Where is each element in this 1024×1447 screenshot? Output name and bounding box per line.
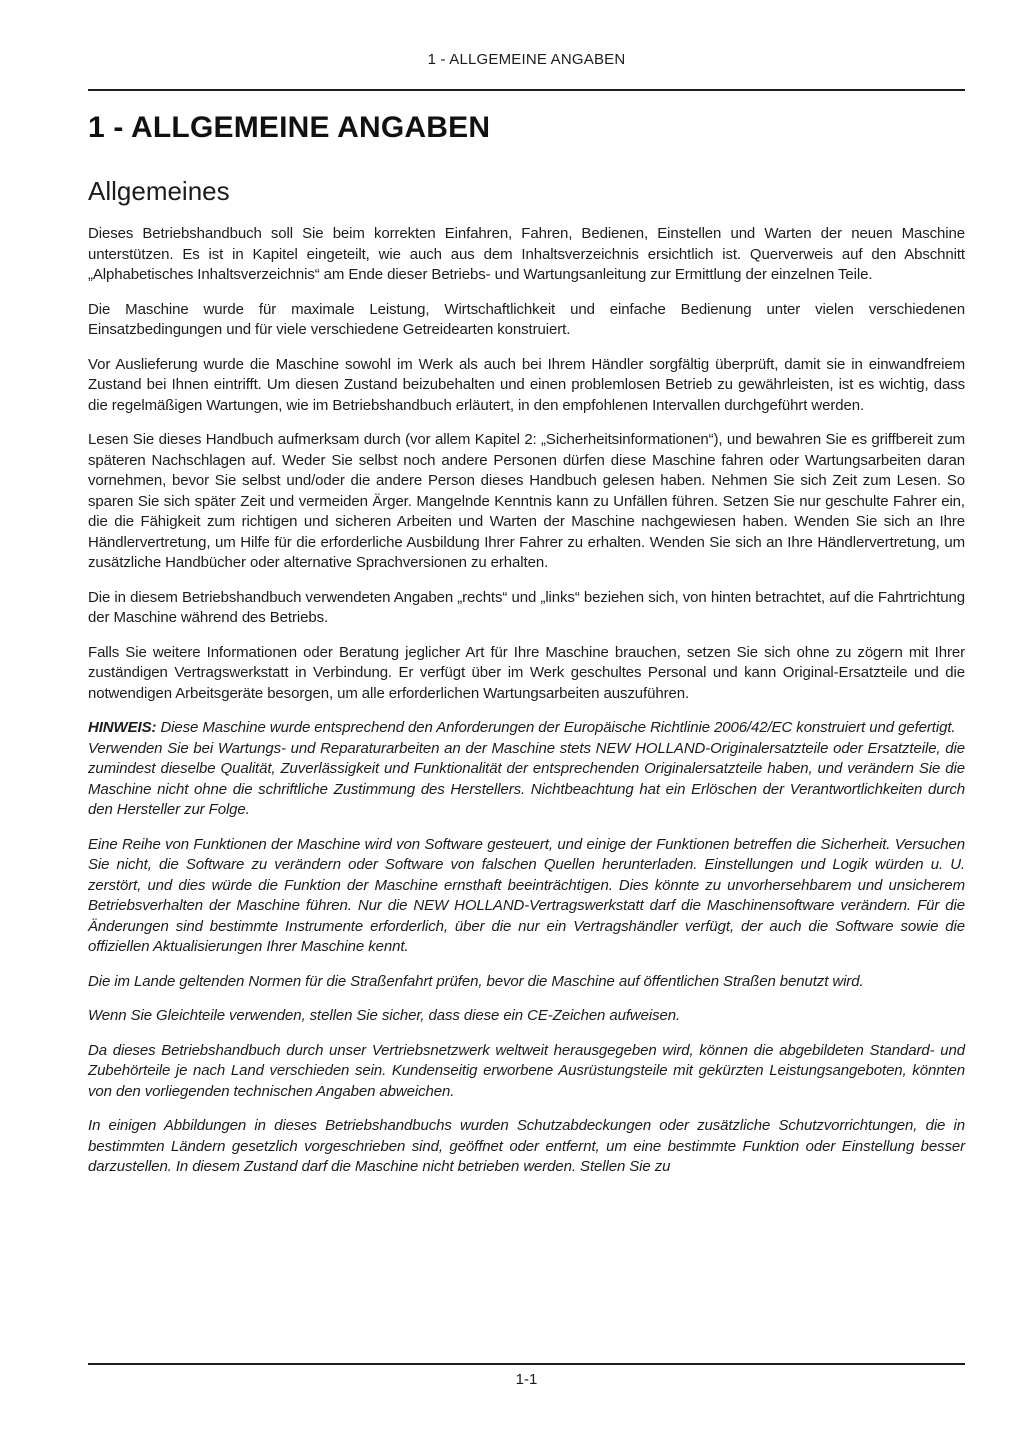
paragraph-left-right: Die in diesem Betriebshandbuch verwendeten Angaben „rechts“ und „links“ beziehen sich, von hinten betrachtet, auf die Fahrtrichtung der Maschine während des Betriebs. <box>88 588 965 626</box>
paragraph-pre-delivery: Vor Auslieferung wurde die Maschine sowohl im Werk als auch bei Ihrem Händler sorgfältig überprüft, damit sie in einwandfreiem Zustand bei Ihnen eintrifft. Um diesen Zustand beizubehalten und einen problemlosen Betrieb zu gewährleisten, ist es wichtig, dass die regelmäßigen Wartungen, wie im Betriebshandbuch erläutert, in den empfohlenen Intervallen durchgeführt werden. <box>88 355 965 414</box>
body-text <box>88 224 965 1178</box>
note-text: Diese Maschine wurde entsprechend den Anforderungen der Europäische Richtlinie 2006/42/EC konstruiert und gefertigt. <box>160 719 956 736</box>
header-rule <box>88 89 965 91</box>
section-heading: Allgemeines <box>88 176 230 206</box>
paragraph-dealer-contact: Falls Sie weitere Informationen oder Beratung jeglicher Art für Ihre Maschine brauchen, setzen Sie sich ohne zu zögern mit Ihrer zuständigen Vertragswerkstatt in Verbindung. Er verfügt über im Werk geschultes Personal und kann Original-Ersatzteile und die notwendigen Arbeitsgeräte besorgen, um alle erforderlichen Wartungsarbeiten auszuführen. <box>88 643 965 702</box>
paragraph-intro: Dieses Betriebshandbuch soll Sie beim korrekten Einfahren, Fahren, Bedienen, Einstellen und Warten der neuen Maschine unterstützen. Es ist in Kapitel eingeteilt, wie auch aus dem Inhaltsverzeichnis ersichtlich ist. Querverweis auf den Abschnitt „Alphabetisches Inhaltsverzeichnis“ am Ende dieser Betriebs- und Wartungsanleitung zur Ermittlung der einzelnen Teile. <box>88 225 965 283</box>
page-content <box>88 0 965 1192</box>
paragraph-machine-design: Die Maschine wurde für maximale Leistung, Wirtschaftlichkeit und einfache Bedienung unter vielen verschiedenen Einsatzbedingungen und für viele verschiedene Getreidearten konstruiert. <box>88 300 965 338</box>
paragraph-read-manual: Lesen Sie dieses Handbuch aufmerksam durch (vor allem Kapitel 2: „Sicherheitsinformationen“), und bewahren Sie es griffbereit zum späteren Nachschlagen auf. Weder Sie selbst noch andere Personen dürfen diese Maschine fahren oder Wartungsarbeiten daran vornehmen, bevor Sie selbst und/oder die andere Person dieses Handbuch gelesen haben. Nehmen Sie sich Zeit zum Lesen. So sparen Sie sich später Zeit und vermeiden Ärger. Mangelnde Kenntnis kann zu Unfällen führen. Setzen Sie nur geschulte Fahrer ein, die die Fähigkeit zum richtigen und sicheren Arbeiten und Warten der Maschine nachgewiesen haben. Wenden Sie sich an Ihre Händlervertretung, um Hilfe für die erforderliche Ausbildung Ihrer Fahrer zu erhalten. Wenden Sie sich an Ihre Händlervertretung, um zusätzliche Handbücher oder alternative Sprachversionen zu erhalten. <box>88 431 965 571</box>
page-number: 1-1 <box>515 1371 538 1388</box>
paragraph-worldwide-distribution: Da dieses Betriebshandbuch durch unser Vertriebsnetzwerk weltweit herausgegeben wird, können die abgebildeten Standard- und Zubehörteile je nach Land verschieden sein. Kundenseitig erworbene Ausrüstungsteile mit gekürzten Leistungsangeboten, könnten von den vorliegenden technischen Angaben abweichen. <box>88 1041 965 1100</box>
paragraph-illustrations-guards: In einigen Abbildungen in dieses Betriebshandbuchs wurden Schutzabdeckungen oder zusätzliche Schutzvorrichtungen, die in bestimmten Ländern gesetzlich vorgeschrieben sind, geöffnet oder entfernt, um eine bestimmte Funktion oder Einstellung besser darzustellen. In diesem Zustand darf die Maschine nicht betrieben werden. Stellen Sie zu <box>88 1117 965 1175</box>
chapter-title: 1 - ALLGEMEINE ANGABEN <box>88 111 491 144</box>
note-paragraph <box>88 718 965 821</box>
paragraph-software: Eine Reihe von Funktionen der Maschine wird von Software gesteuert, und einige der Funktionen betreffen die Sicherheit. Versuchen Sie nicht, die Software zu verändern oder Software von falschen Quellen herunterladen. Einstellungen und Logik würden u. U. zerstört, und dies würde die Funktion der Maschine ernsthaft beeinträchtigen. Dies könnte zu unvorhersehbarem und unsicherem Betriebsverhalten der Maschine führen. Nur die NEW HOLLAND-Vertragswerkstatt darf die Maschinensoftware verändern. Für die Änderungen sind bestimmte Instrumente erforderlich, über die nur ein Vertragshändler verfügt, der auch die Software sowie die offiziellen Aktualisierungen Ihrer Maschine kennt. <box>88 835 965 955</box>
page-header <box>88 52 965 91</box>
note-label: HINWEIS: <box>88 719 157 736</box>
running-chapter-title: 1 - ALLGEMEINE ANGABEN <box>427 51 626 68</box>
note-first-part <box>88 719 955 736</box>
footer-rule <box>88 1363 965 1365</box>
paragraph-ce-mark: Wenn Sie Gleichteile verwenden, stellen Sie sicher, dass diese ein CE-Zeichen aufweisen. <box>88 1007 681 1024</box>
paragraph-road-regulations: Die im Lande geltenden Normen für die Straßenfahrt prüfen, bevor die Maschine auf öffentlichen Straßen benutzt wird. <box>88 972 864 990</box>
page-footer <box>88 1363 965 1388</box>
note-text-continued: Verwenden Sie bei Wartungs- und Reparaturarbeiten an der Maschine stets NEW HOLLAND-Originalersatzteile oder Ersatzteile, die zumindest dieselbe Qualität, Zuverlässigkeit und Funktionalität der entsprechenden Originalersatzteile haben, und verändern Sie die Maschine nicht ohne die schriftliche Zustimmung des Herstellers. Nichtbeachtung hat ein Erlöschen der Verantwortlichkeiten durch den Hersteller zur Folge. <box>88 739 965 818</box>
